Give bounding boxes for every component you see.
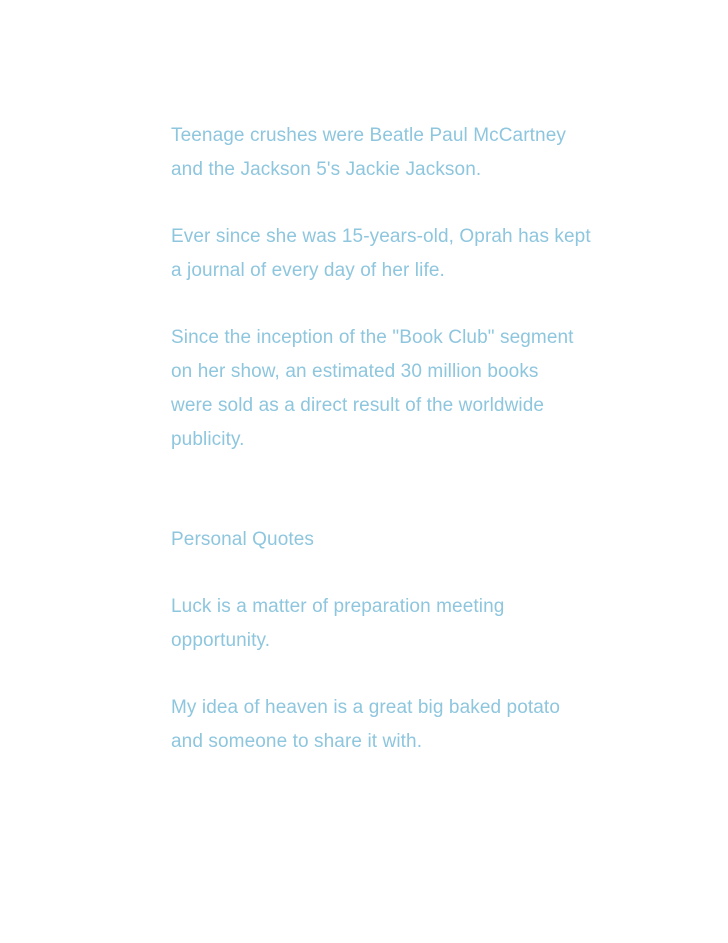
- trivia-paragraph-journal: Ever since she was 15-years-old, Oprah has kept a journal of every day of her life.: [171, 226, 591, 281]
- document-body: [171, 119, 651, 792]
- trivia-paragraph-crushes: Teenage crushes were Beatle Paul McCartney and the Jackson 5's Jackie Jackson.: [171, 125, 566, 180]
- trivia-paragraph-book-club: Since the inception of the "Book Club" segment on her show, an estimated 30 million books were sold as a direct result of the worldwide publicity.: [171, 327, 574, 450]
- section-heading-personal-quotes: Personal Quotes: [171, 529, 315, 550]
- quote-heaven: My idea of heaven is a great big baked potato and someone to share it with.: [171, 697, 560, 752]
- quote-luck: Luck is a matter of preparation meeting opportunity.: [171, 596, 505, 651]
